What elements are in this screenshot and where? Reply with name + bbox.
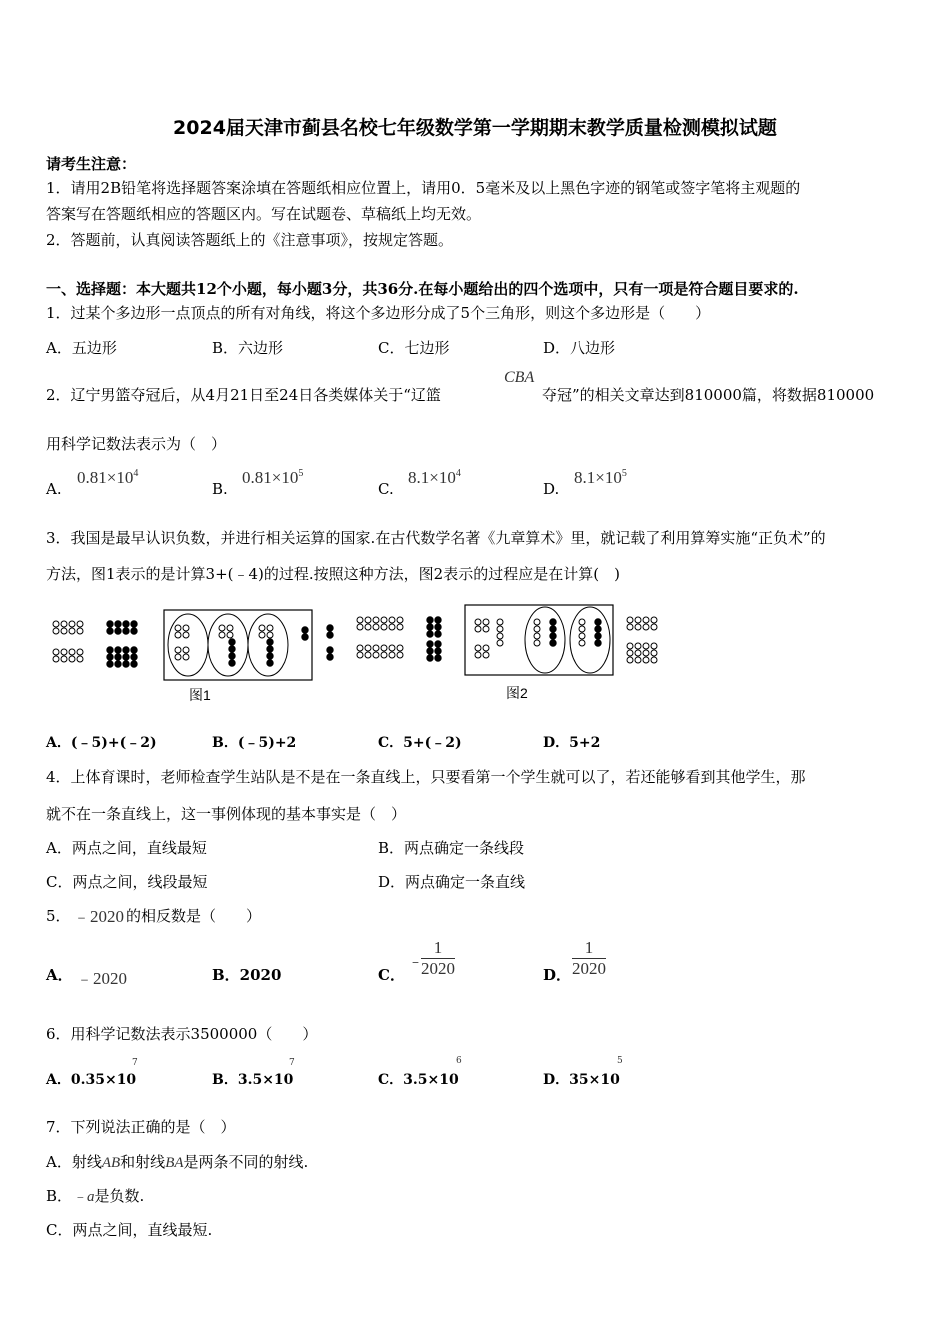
rod-black [550, 633, 556, 639]
rod-black [229, 646, 235, 652]
rod-white [651, 643, 657, 649]
rod-black [115, 661, 121, 667]
rod-white [219, 632, 225, 638]
rod-white [357, 645, 363, 651]
rod-white [175, 625, 181, 631]
rod-black [229, 639, 235, 645]
q5-expr: ﹣2020 [73, 907, 124, 926]
rod-white [635, 624, 641, 630]
q2-option-d-value [574, 468, 627, 488]
rod-white [497, 626, 503, 632]
q7-a-ba: BA [165, 1155, 184, 1171]
rod-black [595, 640, 601, 646]
q5-option-c-label: C． [378, 966, 405, 984]
notice-line-1b: 答案写在答题纸相应的答题区内。写在试题卷、草稿纸上均无效。 [46, 205, 482, 223]
rod-black [550, 640, 556, 646]
rod-white [69, 621, 75, 627]
rod-white [53, 621, 59, 627]
rod-white [497, 619, 503, 625]
q1-option-a: A．五边形 [46, 339, 117, 357]
q2-a-exp: 4 [133, 468, 139, 479]
rod-white [635, 643, 641, 649]
rod-black [229, 660, 235, 666]
rod-white [69, 656, 75, 662]
rod-black [115, 654, 121, 660]
rod-white [483, 619, 489, 625]
q7-a-mid: 和射线 [120, 1153, 166, 1171]
rod-black [229, 653, 235, 659]
q6-option-c: C．3.5×10 [378, 1072, 459, 1088]
notice-heading: 请考生注意： [46, 155, 137, 173]
q7-a-ab: AB [101, 1155, 121, 1171]
q2-stem-a: 2．辽宁男篮夺冠后，从4月21日至24日各类媒体关于“辽篮 [46, 386, 441, 404]
rod-black [123, 654, 129, 660]
rod-white [651, 624, 657, 630]
rod-black [115, 647, 121, 653]
rod-black [427, 631, 433, 637]
q7-b-pre: B． [46, 1187, 73, 1205]
rod-black [267, 653, 273, 659]
rod-white [259, 625, 265, 631]
rod-black [595, 626, 601, 632]
q3-option-d: D．5+2 [543, 735, 601, 751]
rod-black [131, 647, 137, 653]
q2-b-base: 0.81×10 [242, 468, 299, 487]
rod-white [77, 621, 83, 627]
rod-white [389, 645, 395, 651]
rod-white [627, 643, 633, 649]
rod-white [381, 652, 387, 658]
rod-white [357, 617, 363, 623]
rod-black [267, 660, 273, 666]
rod-white [643, 617, 649, 623]
fig2-caption: 图2 [506, 685, 528, 701]
rod-black [131, 654, 137, 660]
q6-option-a-exp: 7 [132, 1058, 138, 1068]
q6-option-d: D．35×10 [543, 1072, 620, 1088]
q4-stem-1: 4．上体育课时，老师检查学生站队是不是在一条直线上，只要看第一个学生就可以了，若还能够看到其他学生，那 [46, 768, 806, 786]
rod-white [267, 632, 273, 638]
q6-option-d-exp: 5 [617, 1056, 623, 1066]
rod-black [427, 655, 433, 661]
fig2-box [465, 605, 613, 675]
notice-line-1: 1．请用2B铅笔将选择题答案涂填在答题纸相应位置上，请用0．5毫米及以上黑色字迹的钢笔或签字笔将主观题的 [46, 179, 801, 197]
rod-black [302, 627, 308, 633]
rod-white [373, 624, 379, 630]
rod-white [475, 652, 481, 658]
q1-stem: 1．过某个多边形一点顶点的所有对角线，将这个多边形分成了5个三角形，则这个多边形是（ ） [46, 304, 711, 322]
rod-black [131, 628, 137, 634]
rod-black [267, 646, 273, 652]
rod-white [69, 649, 75, 655]
q2-option-a-value [77, 468, 138, 488]
rod-black [115, 628, 121, 634]
rod-white [219, 625, 225, 631]
rod-black [427, 624, 433, 630]
fig2-pair-1 [525, 607, 565, 673]
rod-white [397, 617, 403, 623]
rod-white [651, 657, 657, 663]
q6-stem: 6．用科学记数法表示3500000（ ） [46, 1025, 318, 1043]
q2-option-b-letter: B. [212, 480, 228, 498]
q2-c-base: 8.1×10 [408, 468, 456, 487]
rod-black [327, 632, 333, 638]
rod-white [77, 656, 83, 662]
rod-black [115, 621, 121, 627]
q5-option-a-value: ﹣2020 [76, 969, 127, 988]
notice-line-2: 2．答题前，认真阅读答题纸上的《注意事项》，按规定答题。 [46, 231, 454, 249]
rod-white [373, 645, 379, 651]
rod-black [435, 631, 441, 637]
rod-white [77, 649, 83, 655]
rod-black [427, 648, 433, 654]
rod-black [435, 617, 441, 623]
rod-black [131, 621, 137, 627]
q5-option-d-label: D． [543, 966, 572, 984]
q2-stem-c: 用科学记数法表示为（ ） [46, 435, 227, 453]
fig1-pair-2 [208, 614, 248, 676]
q4-option-b: B．两点确定一条线段 [378, 839, 525, 857]
rod-white [534, 633, 540, 639]
rod-black [107, 628, 113, 634]
rod-white [365, 645, 371, 651]
q6-option-b: B．3.5×10 [212, 1072, 294, 1088]
q2-cba: CBA [504, 369, 535, 386]
rod-white [175, 632, 181, 638]
rod-white [579, 626, 585, 632]
q5-c-denominator: 2020 [421, 959, 455, 978]
rod-black [123, 621, 129, 627]
rod-white [77, 628, 83, 634]
rod-white [475, 645, 481, 651]
rod-white [175, 647, 181, 653]
q2-option-c-letter: C. [378, 480, 394, 498]
rod-white [627, 650, 633, 656]
rod-white [183, 632, 189, 638]
q7-a-post: 是两条不同的射线. [183, 1153, 309, 1171]
rod-black [107, 661, 113, 667]
rod-white [635, 650, 641, 656]
rod-white [183, 647, 189, 653]
rod-white [579, 619, 585, 625]
q4-option-c: C．两点之间，线段最短 [46, 873, 208, 891]
rod-white [365, 624, 371, 630]
q2-option-a-letter: A. [46, 480, 62, 498]
q3-stem-1: 3．我国是最早认识负数，并进行相关运算的国家.在古代数学名著《九章算术》里，就记载了利用算筹实施“正负术”的 [46, 529, 826, 547]
q4-stem-2: 就不在一条直线上，这一事例体现的基本事实是（ ） [46, 805, 407, 823]
q4-option-a: A．两点之间，直线最短 [46, 839, 207, 857]
rod-black [435, 624, 441, 630]
rod-white [397, 645, 403, 651]
q7-a-pre: A．射线 [46, 1153, 102, 1171]
rod-white [365, 652, 371, 658]
rod-black [550, 619, 556, 625]
rod-black [123, 661, 129, 667]
rod-black [267, 639, 273, 645]
rod-white [69, 628, 75, 634]
rod-black [435, 655, 441, 661]
rod-white [627, 657, 633, 663]
rod-black [427, 617, 433, 623]
q3-option-a: A．(﹣5)+(﹣2) [46, 735, 157, 751]
rod-white [183, 654, 189, 660]
rod-white [643, 650, 649, 656]
q2-option-c-value [408, 468, 461, 488]
rod-white [389, 624, 395, 630]
q2-stem-b: 夺冠”的相关文章达到810000篇，将数据810000 [542, 386, 875, 404]
rod-white [357, 652, 363, 658]
q7-stem: 7．下列说法正确的是（ ） [46, 1118, 236, 1136]
rod-white [61, 621, 67, 627]
q7-b-post: 是负数. [94, 1187, 145, 1205]
rod-white [643, 643, 649, 649]
rod-white [475, 626, 481, 632]
q1-option-d: D．八边形 [543, 339, 616, 357]
rod-black [123, 628, 129, 634]
q7-option-c: C．两点之间，直线最短. [46, 1221, 213, 1239]
rod-white [183, 625, 189, 631]
q1-option-b: B．六边形 [212, 339, 284, 357]
rod-white [389, 652, 395, 658]
rod-white [627, 624, 633, 630]
q2-c-exp: 4 [455, 468, 461, 479]
rod-black [327, 654, 333, 660]
q2-d-base: 8.1×10 [574, 468, 622, 487]
rod-white [61, 656, 67, 662]
rod-white [53, 628, 59, 634]
rod-black [435, 648, 441, 654]
rod-white [389, 617, 395, 623]
q5-option-d-fraction [572, 938, 606, 979]
rod-white [627, 617, 633, 623]
rod-white [579, 640, 585, 646]
q4-option-d: D．两点确定一条直线 [378, 873, 526, 891]
rod-white [651, 650, 657, 656]
rod-white [475, 619, 481, 625]
rod-white [579, 633, 585, 639]
q6-option-b-exp: 7 [289, 1058, 295, 1068]
q2-option-b-value [242, 468, 303, 488]
rod-black [595, 619, 601, 625]
rod-white [497, 633, 503, 639]
q5-option-b: B．2020 [212, 966, 282, 984]
rod-white [497, 640, 503, 646]
page-title: 2024届天津市蓟县名校七年级数学第一学期期末教学质量检测模拟试题 [173, 117, 777, 139]
q3-option-c: C．5+(﹣2) [378, 735, 462, 751]
rod-white [483, 626, 489, 632]
rod-white [227, 632, 233, 638]
rod-black [435, 641, 441, 647]
q7-b-expr: ﹣a [72, 1189, 95, 1205]
rod-black [107, 647, 113, 653]
rod-black [327, 647, 333, 653]
rod-black [427, 641, 433, 647]
rod-white [61, 628, 67, 634]
rod-black [107, 654, 113, 660]
rod-white [534, 640, 540, 646]
rod-white [61, 649, 67, 655]
rod-black [123, 647, 129, 653]
fig1-box [164, 610, 312, 680]
rod-white [483, 652, 489, 658]
rod-white [381, 624, 387, 630]
q2-a-base: 0.81×10 [77, 468, 134, 487]
rod-white [651, 617, 657, 623]
q2-b-exp: 5 [298, 468, 304, 479]
q6-option-a: A．0.35×10 [46, 1072, 137, 1088]
q2-d-exp: 5 [621, 468, 627, 479]
section-heading: 一、选择题：本大题共12个小题，每小题3分，共36分.在每小题给出的四个选项中，只有一项是符合题目要求的. [46, 280, 799, 298]
rod-white [643, 657, 649, 663]
q2-option-d-letter: D. [543, 480, 560, 498]
q7-option-b [46, 1185, 144, 1206]
q7-option-a [46, 1151, 308, 1172]
rod-white [365, 617, 371, 623]
rods-canvas [53, 617, 657, 667]
rod-white [534, 619, 540, 625]
q1-option-c: C．七边形 [378, 339, 450, 357]
q5-c-numerator: 1 [421, 938, 455, 959]
q5-option-c-sign: ﹣ [408, 952, 424, 970]
q5-d-numerator: 1 [572, 938, 606, 959]
rod-white [635, 657, 641, 663]
rod-white [381, 645, 387, 651]
q3-stem-2: 方法，图1表示的是计算3+(﹣4)的过程.按照这种方法，图2表示的过程应是在计算( ) [46, 565, 620, 583]
rod-white [227, 625, 233, 631]
rod-white [534, 626, 540, 632]
fig1-pair-1 [168, 614, 208, 676]
rod-white [373, 652, 379, 658]
rod-white [373, 617, 379, 623]
rod-white [397, 652, 403, 658]
rod-white [175, 654, 181, 660]
q5-d-denominator: 2020 [572, 959, 606, 978]
rod-black [107, 621, 113, 627]
rod-black [131, 661, 137, 667]
rod-white [483, 645, 489, 651]
rod-white [357, 624, 363, 630]
rod-white [53, 649, 59, 655]
q5-number: 5． [46, 907, 71, 925]
rod-black [550, 626, 556, 632]
rod-white [259, 632, 265, 638]
fig1-caption: 图1 [189, 687, 211, 703]
fig2-pair-2 [570, 607, 610, 673]
q3-option-b: B．(﹣5)+2 [212, 735, 297, 751]
rod-black [595, 633, 601, 639]
rod-white [643, 624, 649, 630]
q5-option-c-fraction [421, 938, 455, 979]
rod-black [302, 634, 308, 640]
rod-white [53, 656, 59, 662]
rod-white [267, 625, 273, 631]
rod-white [381, 617, 387, 623]
q5-tail: 的相反数是（ ） [126, 907, 262, 925]
rod-black [327, 625, 333, 631]
rod-white [397, 624, 403, 630]
q6-option-c-exp: 6 [456, 1056, 462, 1066]
q5-option-a-label: A． [46, 966, 73, 984]
rod-white [635, 617, 641, 623]
counting-rods-figure [0, 600, 950, 710]
